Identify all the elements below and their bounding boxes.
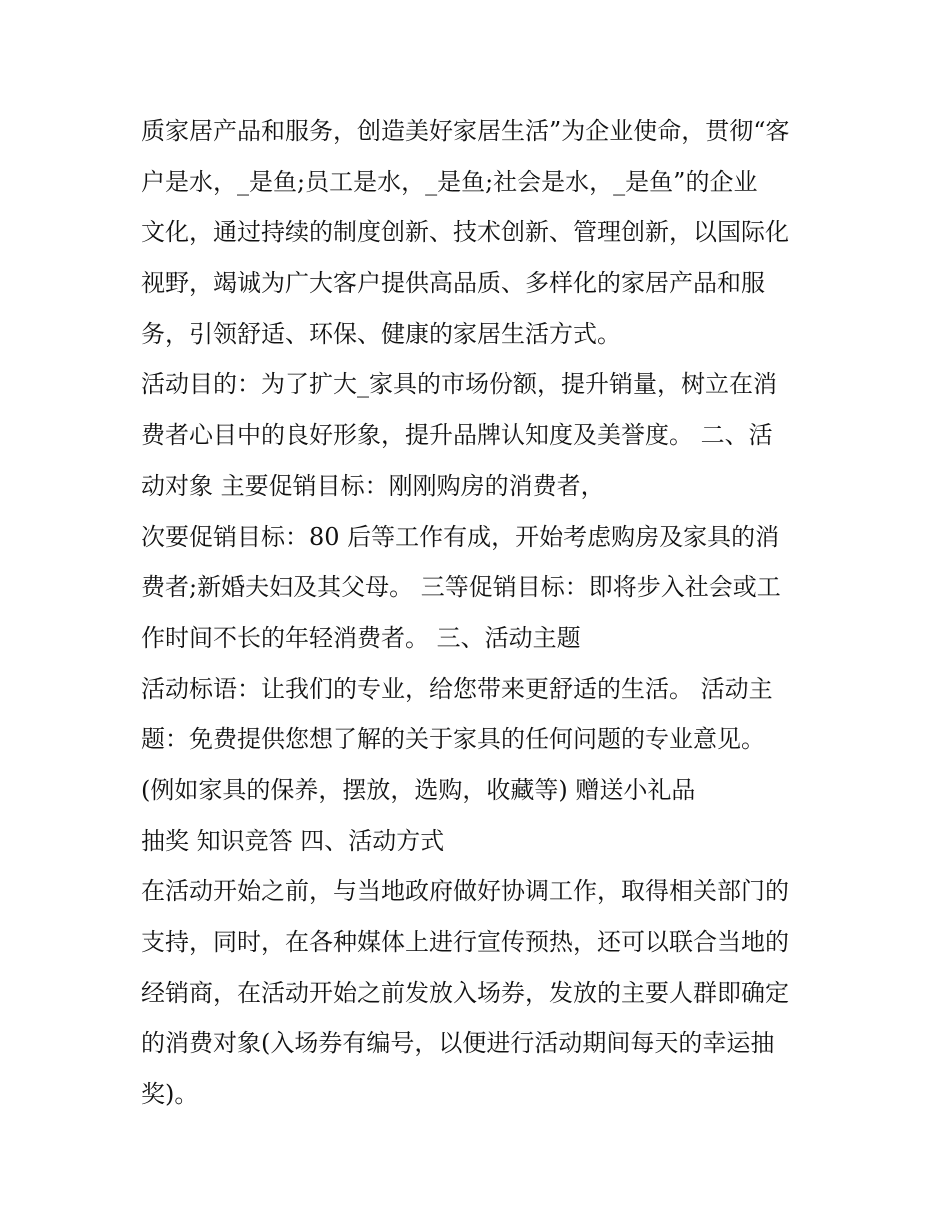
text-line: 动对象 主要促销目标：刚刚购房的消费者，: [141, 471, 605, 500]
text-line: 质家居产品和服务，创造美好家居生活”为企业使命，贯彻“客: [141, 117, 790, 145]
text-line: 抽奖 知识竞答 四、活动方式: [141, 826, 445, 855]
text-line: 视野，竭诚为广大客户提供高品质、多样化的家居产品和服: [141, 269, 765, 298]
text-line: (例如家具的保养，摆放，选购，收藏等) 赠送小礼品: [141, 775, 696, 804]
text-line: 务，引领舒适、环保、健康的家居生活方式。: [141, 319, 621, 348]
text-line: 费者心目中的良好形象，提升品牌认知度及美誉度。 二、活: [141, 421, 773, 450]
text-line: 次要促销目标：80 后等工作有成，开始考虑购房及家具的消: [141, 522, 780, 551]
body-text: [141, 106, 821, 1120]
text-line: 在活动开始之前，与当地政府做好协调工作，取得相关部门的: [141, 877, 789, 906]
text-line: 奖)。: [141, 1080, 199, 1109]
text-line: 支持，同时，在各种媒体上进行宣传预热，还可以联合当地的: [141, 928, 789, 956]
text-line: 户是水，_是鱼;员工是水，_是鱼;社会是水，_是鱼”的企业: [141, 167, 758, 196]
text-line: 题：免费提供您想了解的关于家具的任何问题的专业意见。: [141, 725, 765, 754]
text-line: 费者;新婚夫妇及其父母。 三等促销目标：即将步入社会或工: [141, 573, 781, 602]
text-line: 经销商，在活动开始之前发放入场券，发放的主要人群即确定: [141, 978, 789, 1007]
text-line: 文化，通过持续的制度创新、技术创新、管理创新，以国际化: [141, 218, 789, 247]
text-line: 活动目的：为了扩大_家具的市场份额，提升销量，树立在消: [141, 370, 777, 399]
text-line: 作时间不长的年轻消费者。 三、活动主题: [141, 623, 581, 652]
text-line: 的消费对象(入场券有编号，以便进行活动期间每天的幸运抽: [141, 1029, 775, 1058]
text-line: 活动标语：让我们的专业，给您带来更舒适的生活。 活动主: [141, 674, 773, 703]
